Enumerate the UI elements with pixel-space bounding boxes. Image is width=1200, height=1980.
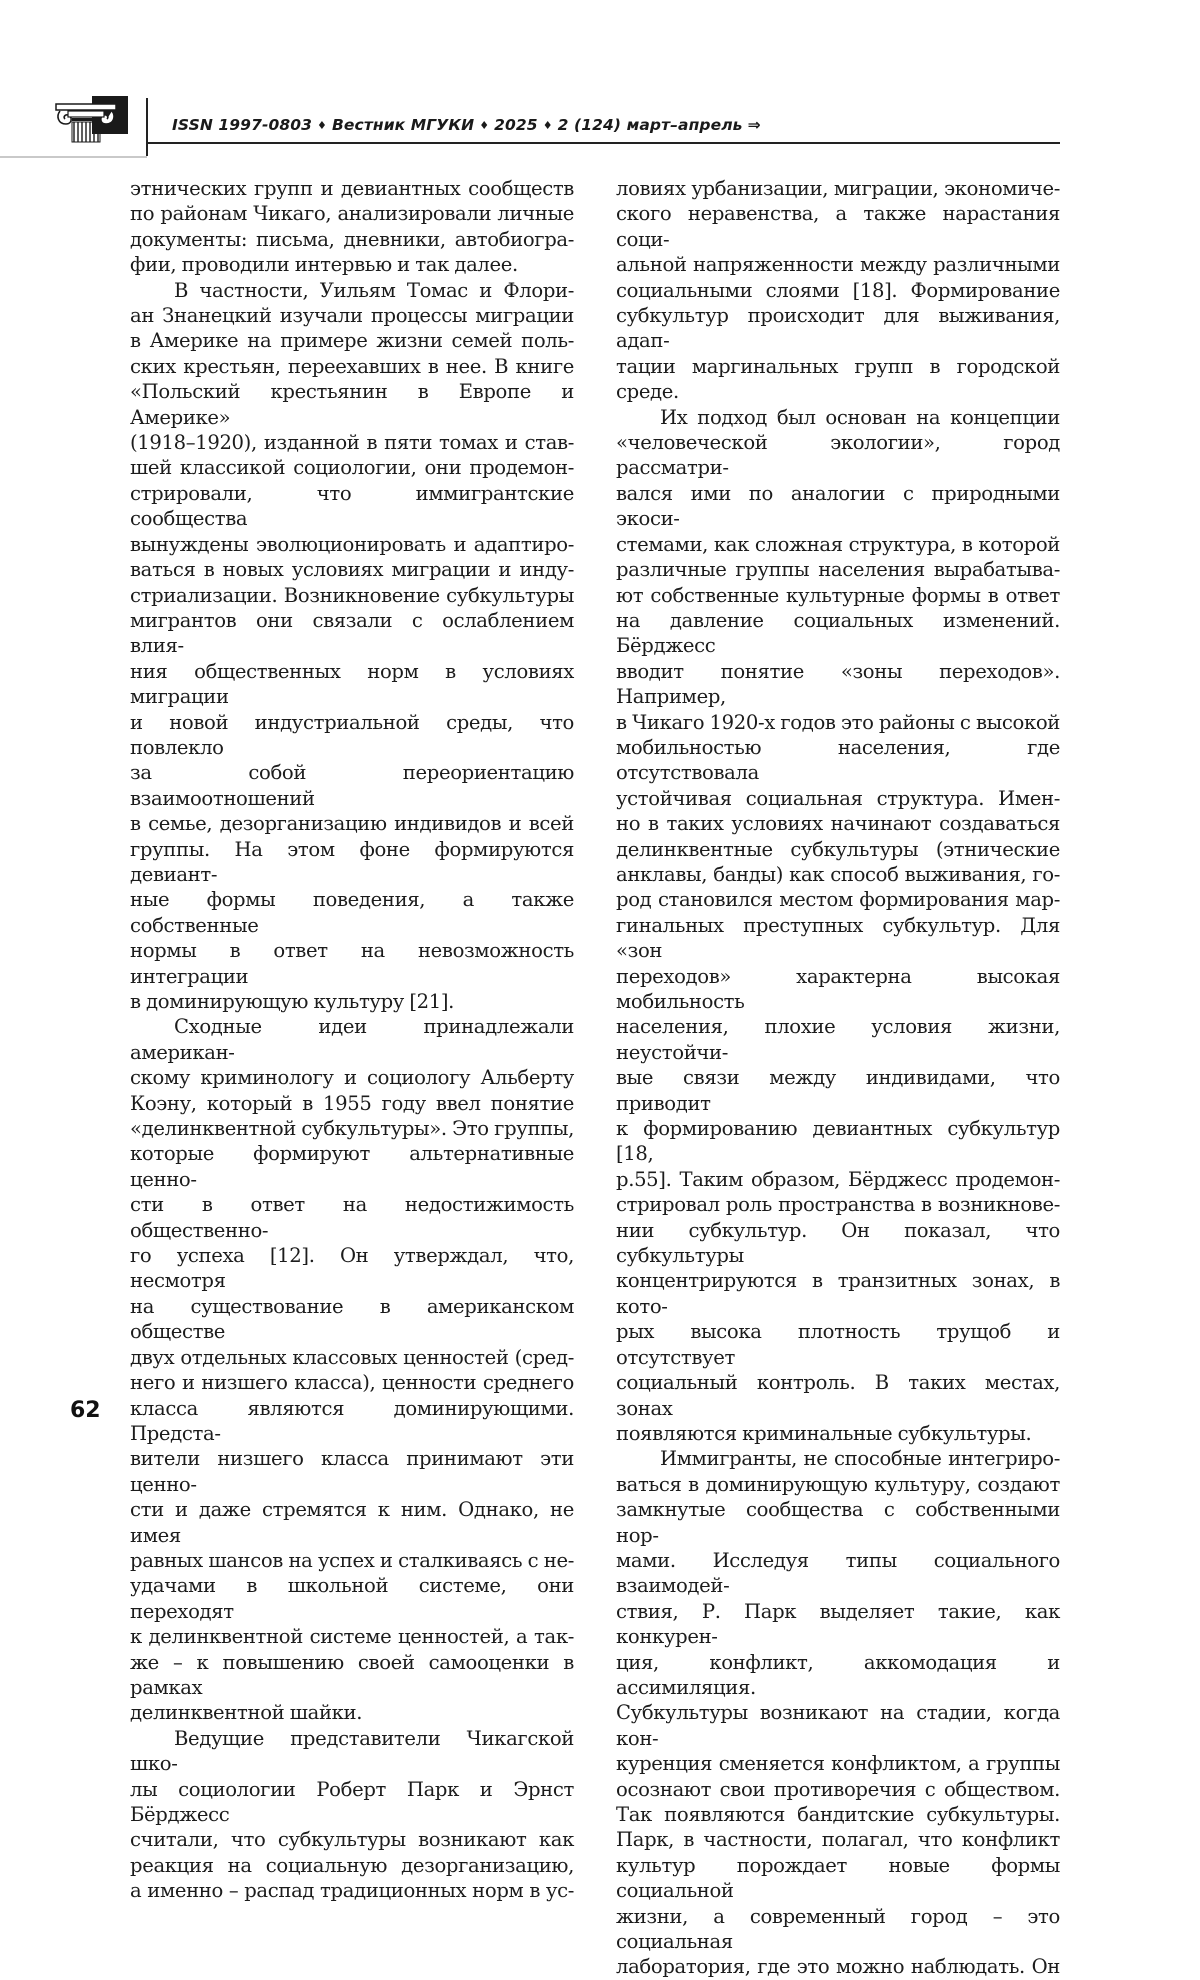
text-line: считали, что субкультуры возникают как bbox=[130, 1828, 574, 1852]
text-line: реакция на социальную дезорганизацию, bbox=[130, 1853, 574, 1877]
text-line: Коэну, который в 1955 году ввел понятие bbox=[130, 1091, 574, 1115]
text-line: к формированию девиантных субкультур [18, bbox=[616, 1117, 1060, 1166]
text-line: «Польский крестьянин в Европе и Америке» bbox=[130, 380, 574, 429]
text-line: но в таких условиях начинают создаваться bbox=[616, 812, 1060, 836]
text-line: переходов» характерна высокая мобильность bbox=[616, 964, 1060, 1013]
text-line: культур порождает новые формы социальной bbox=[616, 1853, 1060, 1903]
text-line: фии, проводили интервью и так далее. bbox=[130, 253, 518, 277]
text-line: делинквентной шайки. bbox=[130, 1701, 363, 1725]
text-line: ют собственные культурные формы в ответ bbox=[616, 583, 1060, 607]
text-line: р.55]. Таким образом, Бёрджесс продемон- bbox=[616, 1167, 1060, 1191]
text-line: Парк, в частности, полагал, что конфликт bbox=[616, 1828, 1060, 1852]
text-line: (1918–1920), изданной в пяти томах и став- bbox=[130, 431, 574, 455]
text-line: сти и даже стремятся к ним. Однако, не имея bbox=[130, 1498, 574, 1547]
text-line: субкультур происходит для выживания, адап- bbox=[616, 304, 1060, 353]
separator-icon: ♦ bbox=[479, 119, 490, 132]
text-line: го успеха [12]. Он утверждал, что, несмотря bbox=[130, 1244, 574, 1293]
text-line: двух отдельных классовых ценностей (сред- bbox=[130, 1345, 574, 1369]
text-line: «человеческой экологии», город рассматри- bbox=[616, 431, 1060, 480]
page-number: 62 bbox=[70, 1398, 101, 1423]
text-line: ния общественных норм в условиях миграции bbox=[130, 659, 574, 709]
text-line: класса являются доминирующими. Предста- bbox=[130, 1396, 574, 1445]
text-line: в Чикаго 1920-х годов это районы с высокой bbox=[616, 710, 1060, 734]
text-line: появляются криминальные субкультуры. bbox=[616, 1421, 1032, 1445]
text-line: ные формы поведения, а также собственные bbox=[130, 888, 574, 937]
text-line: нормы в ответ на невозможность интеграции bbox=[130, 939, 574, 988]
text-line: «делинквентной субкультуры». Это группы, bbox=[130, 1117, 574, 1141]
text-line: жизни, а современный город – это социальная bbox=[616, 1904, 1060, 1954]
text-line: Сходные идеи принадлежали американ- bbox=[130, 1015, 574, 1064]
text-line: социальными слоями [18]. Формирование bbox=[616, 278, 1060, 302]
arrow-right-icon: ⇒ bbox=[747, 116, 761, 134]
text-line: замкнутые сообщества с собственными нор- bbox=[616, 1498, 1060, 1547]
text-line: куренция сменяется конфликтом, а группы bbox=[616, 1752, 1060, 1776]
text-line: Ведущие представители Чикагской шко- bbox=[130, 1726, 574, 1776]
text-line: в доминирующую культуру [21]. bbox=[130, 990, 455, 1013]
header-vertical-rule bbox=[146, 98, 148, 156]
text-line: В частности, Уильям Томас и Флори- bbox=[174, 278, 574, 302]
issue: 2 (124) март–апрель bbox=[557, 116, 743, 134]
text-line: же – к повышению своей самооценки в рамках bbox=[130, 1650, 574, 1699]
text-line: ваться в новых условиях миграции и инду- bbox=[130, 558, 574, 582]
text-line: в семье, дезорганизацию индивидов и всей bbox=[130, 812, 574, 836]
text-line: документы: письма, дневники, автобиогра- bbox=[130, 227, 574, 251]
text-line: стрировали, что иммигрантские сообщества bbox=[130, 481, 574, 531]
header-left-rule bbox=[0, 156, 147, 158]
text-line: стрировал роль пространства в возникнове- bbox=[616, 1193, 1060, 1217]
text-line: стемами, как сложная структура, в которой bbox=[616, 532, 1060, 556]
text-line: различные группы населения вырабатыва- bbox=[616, 558, 1060, 582]
text-line: скому криминологу и социологу Альберту bbox=[130, 1066, 574, 1090]
text-line: шей классикой социологии, они продемон- bbox=[130, 456, 574, 480]
text-line: стриализации. Возникновение субкультуры bbox=[130, 583, 574, 607]
text-line: вители низшего класса принимают эти ценно- bbox=[130, 1447, 574, 1496]
text-line: на давление социальных изменений. Бёрджесс bbox=[616, 608, 1060, 658]
paragraph bbox=[130, 1726, 574, 1904]
text-line: Иммигранты, не способные интегриро- bbox=[660, 1447, 1060, 1471]
paragraph bbox=[130, 1014, 574, 1725]
running-header bbox=[172, 116, 761, 134]
text-line: концентрируются в транзитных зонах, в кото- bbox=[616, 1269, 1060, 1318]
text-line: ция, конфликт, аккомодация и ассимиляция. bbox=[616, 1650, 1060, 1699]
text-line: лы социологии Роберт Парк и Эрнст Бёрджесс bbox=[130, 1777, 574, 1826]
text-line: вался ими по аналогии с природными экоси- bbox=[616, 481, 1060, 531]
text-line: рых высока плотность трущоб и отсутствует bbox=[616, 1320, 1060, 1369]
text-line: удачами в школьной системе, они переходят bbox=[130, 1574, 574, 1623]
text-line: ствия, Р. Парк выделяет такие, как конкурен- bbox=[616, 1599, 1060, 1649]
paragraph bbox=[130, 176, 574, 278]
paragraph bbox=[616, 1446, 1060, 1980]
separator-icon: ♦ bbox=[542, 119, 553, 132]
text-line: род становился местом формирования мар- bbox=[616, 888, 1060, 912]
text-line: а именно – распад традиционных норм в ус- bbox=[130, 1879, 574, 1903]
text-line: мобильностью населения, где отсутствовала bbox=[616, 735, 1060, 785]
text-line: мигрантов они связали с ослаблением влия- bbox=[130, 608, 574, 658]
paragraph bbox=[130, 278, 574, 1015]
text-line: ваться в доминирующую культуру, создают bbox=[616, 1472, 1060, 1496]
text-line: социальный контроль. В таких местах, зонах bbox=[616, 1371, 1060, 1420]
text-line: ан Знанецкий изучали процессы миграции bbox=[130, 304, 574, 328]
text-line: нии субкультур. Он показал, что субкультуры bbox=[616, 1218, 1060, 1268]
text-line: него и низшего класса), ценности среднего bbox=[130, 1371, 574, 1395]
header-rule bbox=[146, 142, 1060, 144]
text-line: ловиях урбанизации, миграции, экономиче- bbox=[616, 177, 1060, 200]
text-line: вводит понятие «зоны переходов». Например, bbox=[616, 659, 1060, 709]
text-line: и новой индустриальной среды, что повлекло bbox=[130, 710, 574, 759]
paragraph bbox=[616, 176, 1060, 405]
separator-icon: ♦ bbox=[317, 119, 327, 132]
text-line: на существование в американском обществе bbox=[130, 1294, 574, 1344]
left-column bbox=[130, 176, 574, 1904]
text-line: устойчивая социальная структура. Имен- bbox=[616, 786, 1060, 810]
right-column bbox=[616, 176, 1060, 1980]
text-line: лаборатория, где это можно наблюдать. Он bbox=[616, 1955, 1060, 1979]
text-line: делинквентные субкультуры (этнические bbox=[616, 837, 1060, 861]
text-line: Их подход был основан на концепции bbox=[660, 405, 1060, 429]
text-line: ских крестьян, переехавших в нее. В книге bbox=[130, 354, 574, 378]
text-line: вынуждены эволюционировать и адаптиро- bbox=[130, 532, 574, 556]
text-line: этнических групп и девиантных сообществ bbox=[130, 177, 574, 200]
text-line: Субкультуры возникают на стадии, когда кон- bbox=[616, 1701, 1060, 1750]
text-line: ского неравенства, а также нарастания соци- bbox=[616, 202, 1060, 251]
text-line: в Америке на примере жизни семей поль- bbox=[130, 329, 574, 353]
journal-title: Вестник МГУКИ bbox=[332, 116, 475, 134]
text-line: которые формируют альтернативные ценно- bbox=[130, 1142, 574, 1191]
text-line: альной напряженности между различными bbox=[616, 253, 1060, 277]
text-line: тации маргинальных групп в городской среде. bbox=[616, 354, 1060, 404]
text-line: за собой переориентацию взаимоотношений bbox=[130, 761, 574, 810]
text-line: группы. На этом фоне формируются девиант- bbox=[130, 837, 574, 886]
text-line: анклавы, банды) как способ выживания, го- bbox=[616, 862, 1060, 886]
text-line: сти в ответ на недостижимость общественно- bbox=[130, 1193, 574, 1242]
text-line: по районам Чикаго, анализировали личные bbox=[130, 202, 574, 226]
text-line: Так появляются бандитские субкультуры. bbox=[616, 1803, 1060, 1826]
text-line: равных шансов на успех и сталкиваясь с не- bbox=[130, 1548, 574, 1572]
paragraph bbox=[616, 405, 1060, 1447]
ionic-column-capital-icon bbox=[54, 94, 130, 144]
issn: ISSN 1997-0803 bbox=[172, 116, 313, 134]
text-line: населения, плохие условия жизни, неустойчи- bbox=[616, 1015, 1060, 1064]
year: 2025 bbox=[494, 116, 538, 134]
text-line: осознают свои противоречия с обществом. bbox=[616, 1777, 1060, 1801]
text-line: вые связи между индивидами, что приводит bbox=[616, 1066, 1060, 1115]
text-line: к делинквентной системе ценностей, а так- bbox=[130, 1625, 574, 1649]
text-line: мами. Исследуя типы социального взаимодей- bbox=[616, 1548, 1060, 1598]
text-line: гинальных преступных субкультур. Для «зон bbox=[616, 913, 1060, 963]
